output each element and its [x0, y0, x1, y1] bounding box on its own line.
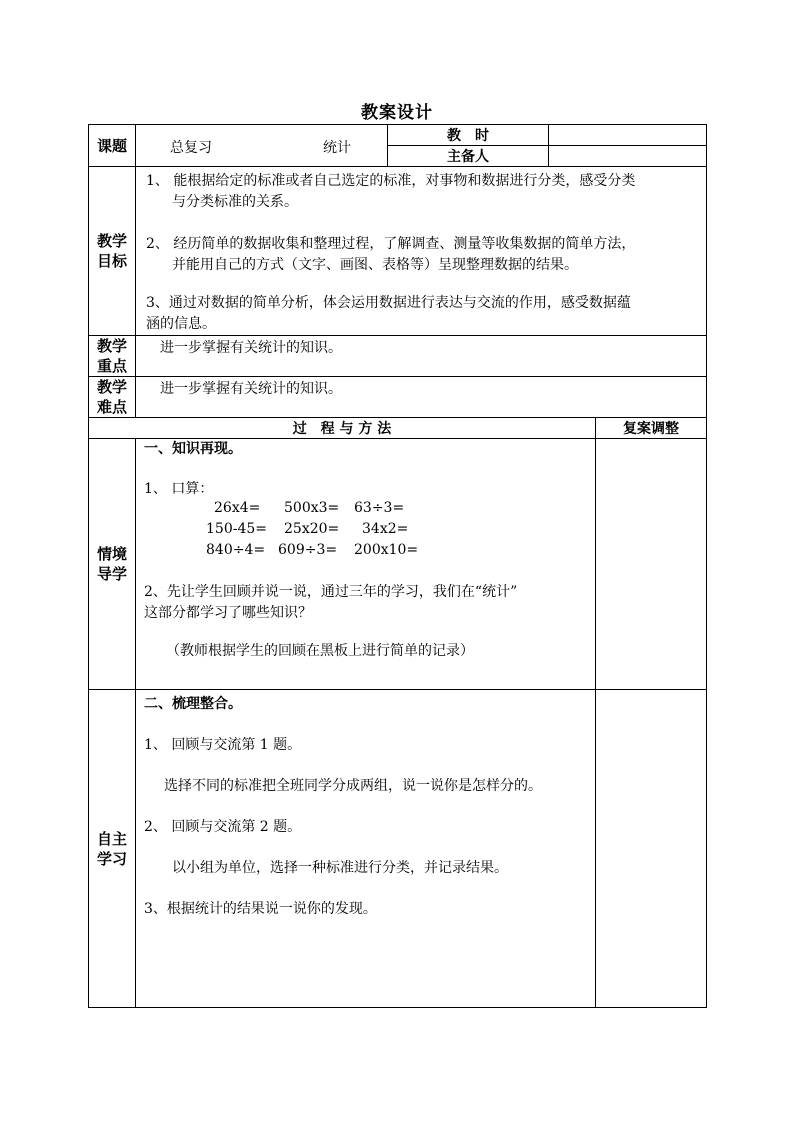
lesson-plan-table	[88, 124, 707, 1008]
mental-math-grid: 26x4= 500x3= 63÷3= 150-45= 25x20= 34x2= 840÷4= 609÷3= 200x10=	[206, 500, 419, 558]
goal-1-line-2: 与分类标准的关系。	[172, 194, 298, 210]
preparer-value	[549, 146, 707, 167]
topic-value-1: 总复习	[170, 139, 212, 156]
difficult-points-label: 教学 难点	[89, 377, 136, 418]
topic-label: 课题	[89, 125, 136, 167]
process-header: 过 程 与 方 法	[89, 418, 596, 439]
goal-3-line-2: 涵的信息。	[146, 316, 216, 332]
preparer-label: 主备人	[388, 146, 549, 167]
section-1-item-2-line-1: 2、先让学生回顾并说一说，通过三年的学习，我们在“统计”	[144, 584, 518, 600]
adjust-header: 复案调整	[596, 418, 707, 439]
topic-value-2: 统计	[323, 139, 351, 156]
goal-1-line-1: 1、 能根据给定的标准或者自己选定的标准，对事物和数据进行分类，感受分类	[146, 173, 636, 189]
section-2-item-3: 3、根据统计的结果说一说你的发现。	[144, 901, 377, 917]
section-1-adjust	[596, 439, 707, 690]
goal-2-line-1: 2、 经历简单的数据收集和整理过程，了解调查、测量等收集数据的简单方法，	[146, 236, 636, 252]
goal-3-line-1: 3、通过对数据的简单分析，体会运用数据进行表达与交流的作用，感受数据蕴	[146, 295, 631, 311]
key-points-content: 进一步掌握有关统计的知识。	[136, 336, 707, 377]
goals-label: 教学 目标	[89, 167, 136, 336]
document-title: 教案设计	[361, 103, 433, 123]
section-2-content	[136, 690, 596, 1008]
goal-2-line-2: 并能用自己的方式（文字、画图、表格等）呈现整理数据的结果。	[172, 257, 578, 273]
section-2-label: 自主 学习	[89, 690, 136, 1008]
section-1-content	[136, 439, 596, 690]
section-2-heading: 二、梳理整合。	[144, 696, 242, 712]
section-1-heading: 一、知识再现。	[144, 441, 242, 457]
section-1-note: （教师根据学生的回顾在黑板上进行简单的记录）	[166, 643, 474, 659]
topic-values	[136, 125, 388, 167]
goals-content	[136, 167, 707, 336]
section-1-label: 情境 导学	[89, 439, 136, 690]
section-2-item-1-detail: 选择不同的标准把全班同学分成两组，说一说你是怎样分的。	[164, 778, 542, 794]
section-2-item-1: 1、 回顾与交流第 1 题。	[144, 737, 302, 753]
section-2-item-2: 2、 回顾与交流第 2 题。	[144, 819, 302, 835]
period-label: 教 时	[388, 125, 549, 146]
difficult-points-content: 进一步掌握有关统计的知识。	[136, 377, 707, 418]
section-2-item-2-detail: 以小组为单位，选择一种标准进行分类，并记录结果。	[172, 860, 508, 876]
section-1-item-1: 1、 口算：	[144, 481, 214, 497]
section-2-adjust	[596, 690, 707, 1008]
period-value	[549, 125, 707, 146]
key-points-label: 教学 重点	[89, 336, 136, 377]
section-1-item-2-line-2: 这部分都学习了哪些知识？	[144, 605, 312, 621]
